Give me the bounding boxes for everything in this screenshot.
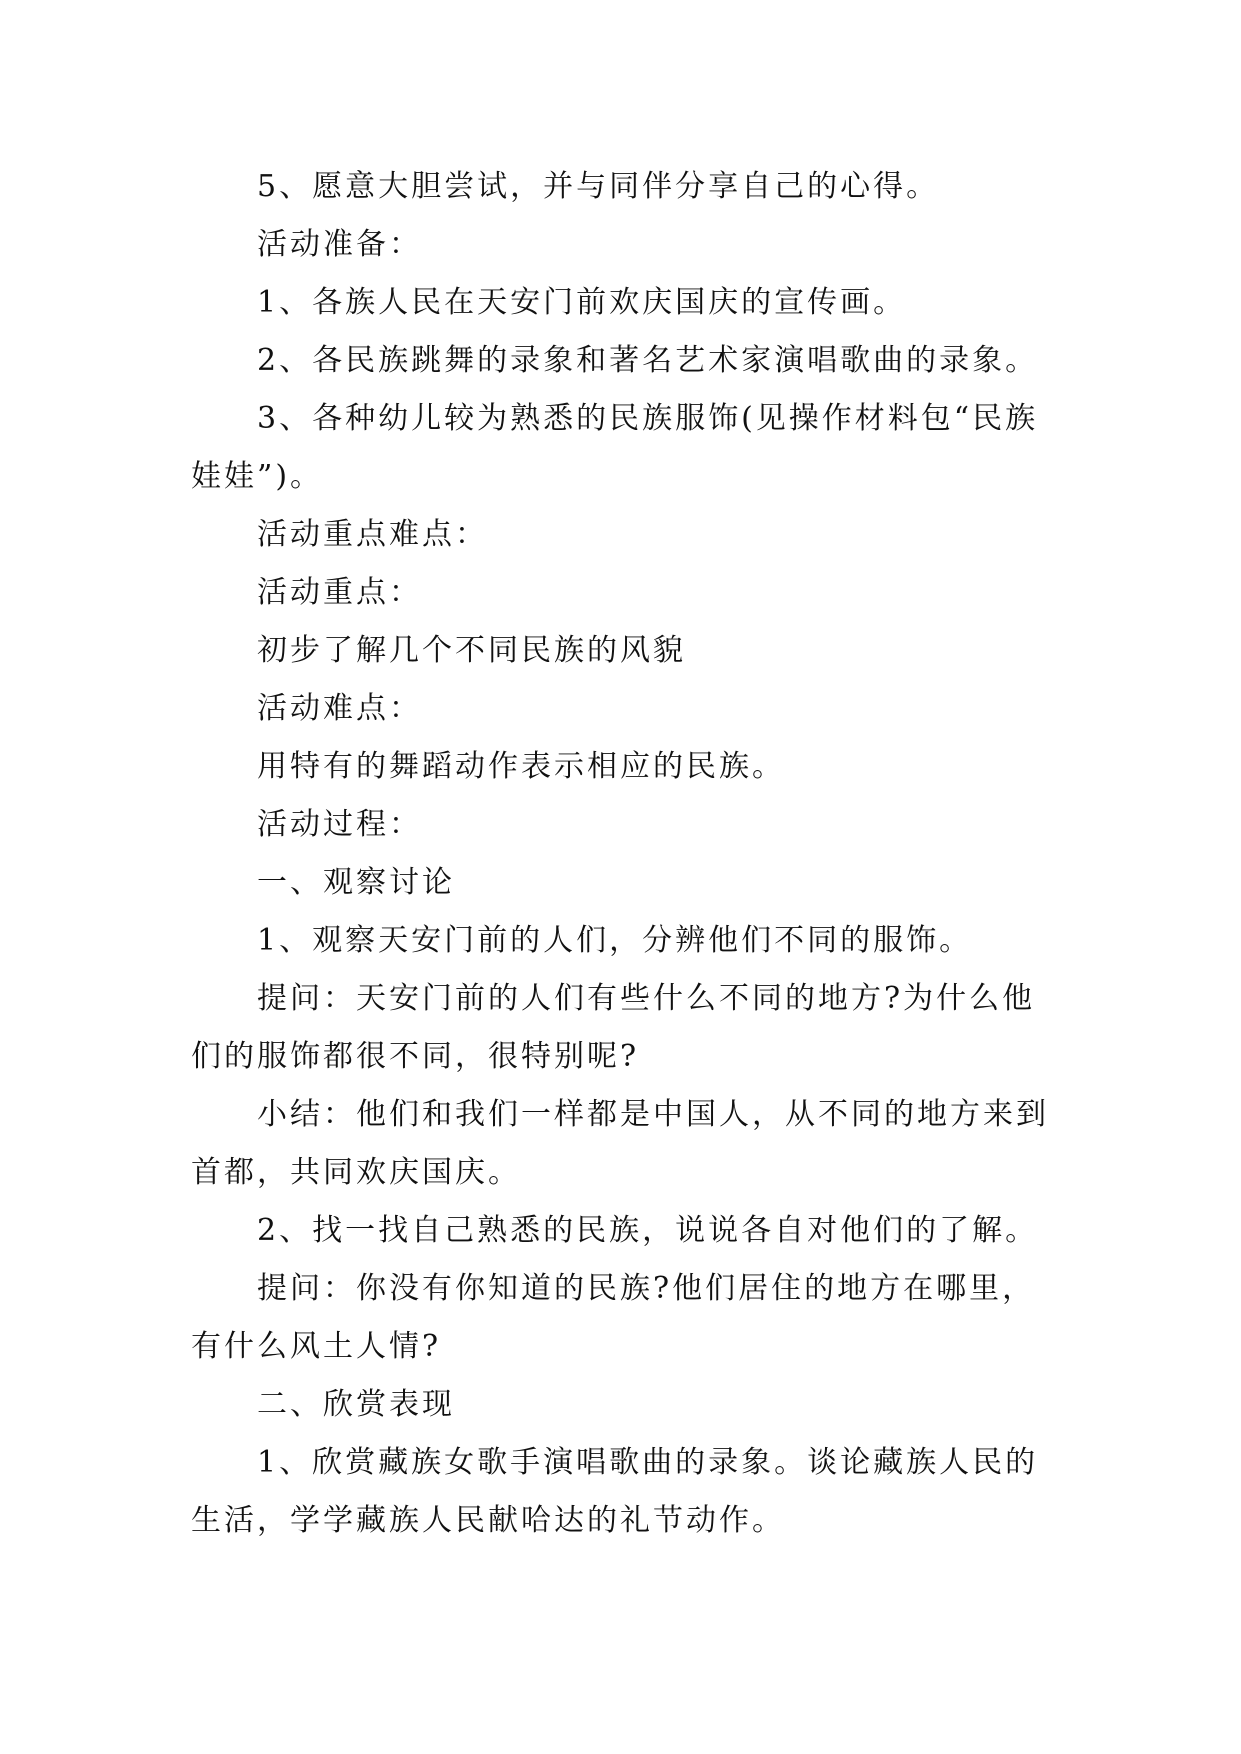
paragraph-question-2: 提问：你没有你知道的民族?他们居住的地方在哪里，有什么风土人情? bbox=[191, 1271, 1036, 1364]
heading-section-two: 二、欣赏表现 bbox=[257, 1387, 455, 1422]
heading-preparation: 活动准备： bbox=[257, 227, 422, 262]
paragraph-find-2: 2、找一找自己熟悉的民族，说说各自对他们的了解。 bbox=[257, 1213, 1039, 1248]
document-body bbox=[191, 158, 1051, 1550]
heading-key-difficult-points: 活动重点难点： bbox=[257, 517, 488, 552]
heading-key-point: 活动重点： bbox=[257, 575, 422, 610]
paragraph-preparation-1: 1、各族人民在天安门前欢庆国庆的宣传画。 bbox=[257, 285, 907, 320]
heading-process: 活动过程： bbox=[257, 807, 422, 842]
paragraph-summary: 小结：他们和我们一样都是中国人，从不同的地方来到首都，共同欢庆国庆。 bbox=[191, 1097, 1049, 1190]
heading-difficult-point: 活动难点： bbox=[257, 691, 422, 726]
paragraph-observe-1: 1、观察天安门前的人们，分辨他们不同的服饰。 bbox=[257, 923, 973, 958]
paragraph-preparation-3: 3、各种幼儿较为熟悉的民族服饰(见操作材料包“民族娃娃”)。 bbox=[191, 401, 1039, 494]
paragraph-goal-5: 5、愿意大胆尝试，并与同伴分享自己的心得。 bbox=[257, 169, 940, 204]
paragraph-appreciate-1: 1、欣赏藏族女歌手演唱歌曲的录象。谈论藏族人民的生活，学学藏族人民献哈达的礼节动作。 bbox=[191, 1445, 1039, 1538]
paragraph-question-1: 提问：天安门前的人们有些什么不同的地方?为什么他们的服饰都很不同，很特别呢? bbox=[191, 981, 1036, 1074]
paragraph-preparation-2: 2、各民族跳舞的录象和著名艺术家演唱歌曲的录象。 bbox=[257, 343, 1039, 378]
paragraph-difficult-point: 用特有的舞蹈动作表示相应的民族。 bbox=[257, 749, 785, 784]
heading-section-one: 一、观察讨论 bbox=[257, 865, 455, 900]
paragraph-key-point: 初步了解几个不同民族的风貌 bbox=[257, 633, 686, 668]
